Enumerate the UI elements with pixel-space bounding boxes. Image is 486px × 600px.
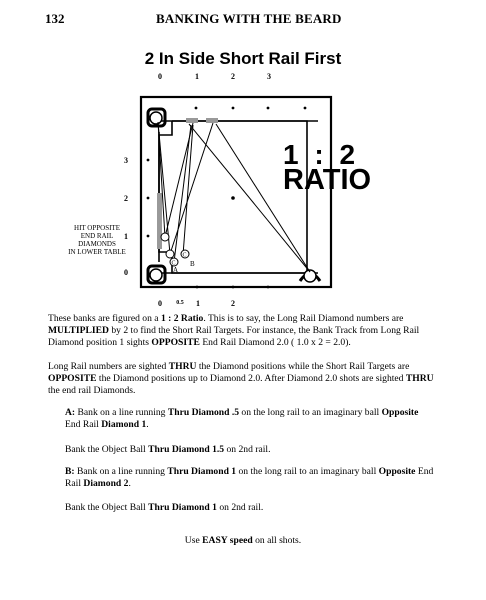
paragraph-shot-b-object: Bank the Object Ball Thru Diamond 1 on 2nd rail.	[65, 502, 264, 513]
target-shade-left	[157, 193, 162, 249]
left-number-2: 2	[124, 194, 128, 203]
speed-note: Use EASY speed on all shots.	[184, 535, 302, 546]
target-shade-top-2	[206, 118, 218, 123]
top-number-3: 3	[267, 72, 271, 81]
running-title: BANKING WITH THE BEARD	[156, 11, 342, 26]
bottom-number-0-5: 0.5	[176, 300, 184, 306]
side-note-line: HIT OPPOSITE	[74, 224, 120, 232]
side-note-line: END RAIL	[80, 232, 114, 240]
paragraph-shot-a-object: Bank the Object Ball Thru Diamond 1.5 on 2nd rail.	[65, 444, 271, 455]
paragraph-sighting-rules: Long Rail numbers are sighted THRU the Diamond positions while the Short Rail Targets are OPPOSITE the Diamond positions up to Diamond 2.0. After Diamond 2.0 shots are sighted THRU the end rail Diamonds.	[48, 361, 434, 396]
ghost-ball-1	[161, 233, 169, 241]
top-number-2: 2	[231, 72, 235, 81]
left-number-1: 1	[124, 232, 128, 241]
side-note-line: DIAMONDS	[78, 240, 116, 248]
ratio-numbers: 1 : 2	[283, 139, 360, 170]
pocket-bottom-left	[148, 266, 165, 283]
paragraph-ratio-explanation: These banks are figured on a 1 : 2 Ratio. This is to say, the Long Rail Diamond numbers are MULTIPLIED by 2 to find the Short Rail Targets. For instance, the Bank Track from Long Rail Diamond position 1 sights OPPOSITE End Rail Diamond 2.0 ( 1.0 x 2 = 2.0).	[48, 313, 420, 348]
line-label-b: B	[190, 260, 195, 268]
target-shade-top-1	[186, 118, 198, 123]
top-number-1: 1	[195, 72, 199, 81]
left-number-3: 3	[124, 156, 128, 165]
paragraph-shot-b: B: Bank on a line running Thru Diamond 1 on the long rail to an imaginary ball Opposite End Rail Diamond 2.	[65, 466, 434, 489]
top-number-0: 0	[158, 72, 162, 81]
pocket-top-left	[148, 109, 165, 126]
line-label-a: A	[173, 266, 179, 274]
side-note-line: IN LOWER TABLE	[68, 248, 126, 256]
page-number: 132	[45, 11, 65, 26]
ghost-ball-2	[166, 250, 174, 258]
top-rail-diamonds	[195, 107, 307, 110]
left-number-0: 0	[124, 268, 128, 277]
bottom-number-2: 2	[231, 299, 235, 308]
ball-label-c2: C	[182, 252, 187, 259]
table-center-spot	[231, 196, 235, 200]
diagram-title: 2 In Side Short Rail First	[144, 49, 342, 68]
side-note	[52, 224, 142, 256]
bottom-number-1: 1	[196, 299, 200, 308]
paragraph-shot-a: A: Bank on a line running Thru Diamond .5 on the long rail to an imaginary ball Opposite End Rail Diamond 1.	[65, 407, 419, 430]
ball-label-c1: C	[171, 260, 176, 267]
left-rail-diamonds	[147, 159, 150, 238]
bottom-number-0: 0	[158, 299, 162, 308]
ratio-word: RATIO	[283, 164, 372, 196]
